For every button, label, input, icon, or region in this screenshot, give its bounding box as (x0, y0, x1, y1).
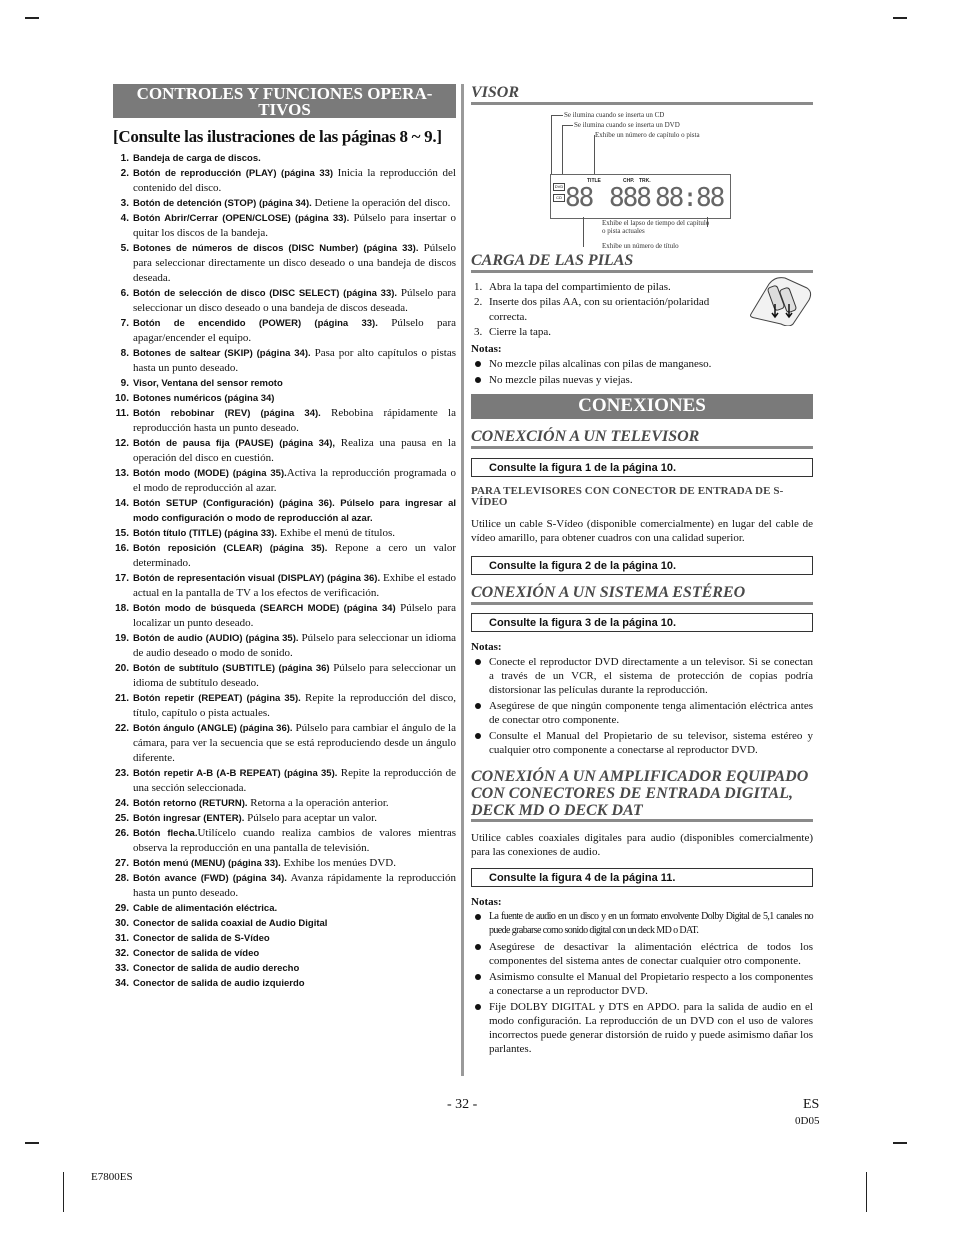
item-description: Púlselo para apagar/encender el equipo. (133, 317, 456, 344)
item-number: 13. (115, 468, 129, 479)
leader-line (594, 135, 595, 175)
item-number: 33. (115, 963, 129, 974)
battery-steps (471, 280, 731, 340)
list-item (113, 811, 456, 826)
crop-mark (893, 1142, 907, 1144)
item-number: 31. (115, 933, 129, 944)
item-label: Botón SETUP (Configuración) (página 36). Púlselo para ingresar al modo configuración o modo de reproducción al azar. (133, 498, 456, 524)
lcd-title-label: TITLE (587, 178, 601, 184)
item-label: Botón de representación visual (DISPLAY) (página 36). (133, 573, 381, 584)
item-label: Botón de subtítulo (SUBTITLE) (página 36) (133, 663, 330, 674)
item-description: Repite la reproducción de una sección seleccionada. (133, 767, 456, 794)
list-item (471, 280, 731, 295)
svideo-heading: PARA TELEVISORES CON CONECTOR DE ENTRADA DE S-VÍDEO (471, 485, 784, 508)
section-title-televisor: CONEXCIÓN A UN TELEVISOR (471, 428, 813, 449)
item-label: Botones numéricos (página 34) (133, 393, 275, 404)
item-label: Botón ingresar (ENTER). (133, 813, 245, 824)
item-description: Inicia la reproducción del contenido del disco. (133, 167, 456, 194)
item-description: Púlselo para seleccionar un disco deseado o una bandeja de discos deseada. (133, 287, 457, 314)
label-title-number: Exhibe un número de título (602, 242, 679, 250)
item-number: 14. (115, 498, 129, 509)
item-number: 8. (120, 348, 129, 359)
lcd-digits-time: 88:88 (655, 183, 724, 213)
list-item (113, 871, 456, 901)
list-item (113, 241, 456, 286)
bullet-icon (475, 703, 481, 709)
item-label: Botón retorno (RETURN). (133, 798, 248, 809)
item-label: Botón de audio (AUDIO) (página 35). (133, 633, 299, 644)
lcd-chp-label: CHP. (623, 178, 635, 184)
list-item (471, 1000, 813, 1056)
list-item (113, 916, 456, 931)
item-number: 27. (115, 858, 129, 869)
item-number: 16. (115, 543, 129, 554)
list-item (113, 496, 456, 526)
label-elapsed: Exhibe el lapso de tiempo del capítulo o pista actuales (602, 219, 710, 235)
section-title-estereo: CONEXIÓN A UN SISTEMA ESTÉREO (471, 584, 813, 605)
cd-indicator: CD (553, 194, 565, 202)
item-number: 2. (120, 168, 129, 179)
leader-line (562, 125, 563, 175)
page-number: - 32 - (447, 1097, 478, 1112)
item-number: 5. (120, 243, 129, 254)
item-description: Repone a cero un valor determinado. (133, 542, 456, 569)
list-item (471, 357, 813, 371)
item-description: Activa la reproducción programada o el modo de reproducción al azar. (133, 467, 456, 494)
item-label: Botón de selección de disco (DISC SELECT) (página 33). (133, 288, 398, 299)
item-label: Conector de salida de audio izquierdo (133, 978, 305, 989)
section-header-controles: CONTROLES Y FUNCIONES OPERA- TIVOS (113, 84, 456, 118)
item-label: Botón repetir (REPEAT) (página 35). (133, 693, 301, 704)
item-number: 17. (115, 573, 129, 584)
bullet-icon (475, 659, 481, 665)
list-item (113, 691, 456, 721)
list-item (113, 151, 456, 166)
item-label: Botón modo de búsqueda (SEARCH MODE) (página 34) (133, 603, 396, 614)
item-description: Exhibe el menú de títulos. (277, 527, 396, 539)
item-label: Botón rebobinar (REV) (página 34). (133, 408, 321, 419)
item-number: 6. (120, 288, 129, 299)
item-label: Conector de salida de S-Vídeo (133, 933, 270, 944)
figure-1-reference: Consulte la figura 1 de la página 10. (471, 458, 813, 477)
item-label: Botón de reproducción (PLAY) (página 33) (133, 168, 334, 179)
crop-mark (893, 17, 907, 19)
list-item (113, 166, 456, 196)
column-divider (461, 84, 464, 1076)
item-number: 30. (115, 918, 129, 929)
item-description: Púlselo para insertar o quitar los discos de la bandeja. (133, 212, 456, 239)
item-description: Púlselo para seleccionar directamente un disco deseado o una bandeja de discos deseada. (133, 242, 456, 284)
item-label: Botón repetir A-B (A-B REPEAT) (página 35). (133, 768, 338, 779)
list-item (471, 970, 813, 998)
crop-mark (866, 1172, 867, 1212)
item-label: Botón menú (MENU) (página 33). (133, 858, 281, 869)
item-description: Rebobina rápidamente la reproducción hasta un punto deseado. (133, 407, 456, 434)
step-text: Cierre la tapa. (489, 326, 551, 338)
note-text: No mezcle pilas nuevas y viejas. (489, 374, 633, 386)
item-number: 28. (115, 873, 129, 884)
item-number: 29. (115, 903, 129, 914)
crop-mark (63, 1172, 64, 1212)
list-item (471, 373, 813, 387)
connection-notes (471, 655, 813, 757)
bullet-icon (475, 377, 481, 383)
crop-mark (25, 17, 39, 19)
list-item (113, 601, 456, 631)
item-label: Conector de salida coaxial de Audio Digital (133, 918, 328, 929)
item-number: 4. (120, 213, 129, 224)
note-text: No mezcle pilas alcalinas con pilas de manganeso. (489, 358, 712, 370)
bullet-icon (475, 361, 481, 367)
bullet-icon (475, 944, 481, 950)
item-description: Utilícelo cuando realiza cambios de valores mientras observa la reproducción en una pantalla de televisión. (133, 827, 456, 854)
note-text: La fuente de audio en un disco y en un formato envolvente Dolby Digital de 5,1 canales no puede grabarse como sonido digital con un deck MD o DAT. (489, 911, 813, 936)
list-item (113, 571, 456, 601)
lcd-digits-chapter: 888 (609, 183, 650, 213)
note-text: Asimismo consulte el Manual del Propietario respecto a los componentes a conectarse a un reproductor DVD. (489, 971, 813, 997)
item-description: Púlselo para cambiar el ángulo de la cámara, para ver la secuencia que se está reproduciendo desde un ángulo diferente. (133, 722, 456, 764)
section-title-amplificador: CONEXIÓN A UN AMPLIFICADOR EQUIPADO CON CONECTORES DE ENTRADA DIGITAL, DECK MD O DECK DAT (471, 768, 813, 822)
item-description: Avanza rápidamente la reproducción hasta un punto deseado. (133, 872, 456, 899)
list-item (113, 901, 456, 916)
list-item (113, 946, 456, 961)
dvd-indicator: DVD (554, 184, 564, 189)
list-item (113, 766, 456, 796)
item-label: Botones de saltear (SKIP) (página 34). (133, 348, 311, 359)
battery-remote-illustration (745, 274, 813, 326)
item-number: 21. (115, 693, 129, 704)
list-item (113, 721, 456, 766)
section-title-visor: VISOR (471, 84, 813, 105)
list-item (471, 940, 813, 968)
item-description: Detiene la operación del disco. (311, 197, 451, 209)
item-label: Bandeja de carga de discos. (133, 153, 261, 164)
list-item (113, 466, 456, 496)
item-number: 26. (115, 828, 129, 839)
item-label: Botón de detención (STOP) (página 34). (133, 198, 312, 209)
item-number: 12. (115, 438, 129, 449)
item-label: Conector de salida de audio derecho (133, 963, 300, 974)
item-description: Púlselo para seleccionar un idioma de subtítulo deseado. (133, 662, 456, 689)
leader-line (583, 217, 584, 247)
item-label: Botón avance (FWD) (página 34). (133, 873, 287, 884)
item-label: Botón modo (MODE) (página 35). (133, 468, 287, 479)
section-title-pilas: CARGA DE LAS PILAS (471, 252, 813, 273)
amplifier-notes (471, 910, 813, 1056)
bullet-icon (475, 733, 481, 739)
figure-2-reference: Consulte la figura 2 de la página 10. (471, 556, 813, 575)
list-item (113, 376, 456, 391)
note-text: Asegúrese de que ningún componente tenga alimentación eléctrica antes de conectar otro componente. (489, 700, 813, 726)
item-number: 11. (115, 408, 129, 419)
lcd-trk-label: TRK. (639, 178, 651, 184)
item-label: Botones de números de discos (DISC Number) (página 33). (133, 243, 419, 254)
list-item (471, 295, 731, 325)
item-number: 18. (115, 603, 129, 614)
item-label: Botón título (TITLE) (página 33). (133, 528, 278, 539)
right-column (471, 84, 813, 1058)
crop-mark (25, 1142, 39, 1144)
notes-label: Notas: (471, 343, 502, 355)
document-code: 0D05 (795, 1115, 820, 1127)
list-item (113, 391, 456, 406)
svideo-text: Utilice un cable S-Vídeo (disponible comercialmente) en lugar del cable de vídeo amarillo, para obtener cuadros con una calidad superior. (471, 518, 813, 544)
notes-label: Notas: (471, 896, 502, 908)
figure-4-reference: Consulte la figura 4 de la página 11. (471, 868, 813, 887)
item-description: Exhibe los menúes DVD. (280, 857, 396, 869)
bullet-icon (475, 974, 481, 980)
list-item (113, 856, 456, 871)
list-item (113, 346, 456, 376)
leader-line (551, 115, 563, 116)
item-label: Cable de alimentación eléctrica. (133, 903, 278, 914)
list-item (471, 910, 813, 938)
list-item (471, 655, 813, 697)
item-label: Conector de salida de vídeo (133, 948, 260, 959)
item-number: 19. (115, 633, 129, 644)
label-dvd: Se ilumina cuando se inserta un DVD (574, 121, 680, 129)
leader-line (562, 125, 573, 126)
item-description: Repite la reproducción del disco, título, capítulo o pista actuales. (133, 692, 456, 719)
step-number: 1. (474, 281, 483, 293)
note-text: Consulte el Manual del Propietario de su televisor, sistema estéreo y cualquier otro componente a conectarse al reproductor DVD. (489, 730, 813, 756)
step-text: Inserte dos pilas AA, con su orientación/polaridad correcta. (489, 296, 710, 323)
list-item (471, 699, 813, 727)
item-description: Retorna a la operación anterior. (247, 797, 389, 809)
list-item (113, 526, 456, 541)
list-item (113, 196, 456, 211)
controls-list (113, 151, 456, 991)
item-number: 22. (115, 723, 129, 734)
bullet-icon (475, 914, 481, 920)
list-item (471, 325, 731, 340)
item-number: 3. (120, 198, 129, 209)
list-item (113, 631, 456, 661)
item-description: Púlselo para localizar un punto deseado. (133, 602, 457, 629)
list-item (113, 961, 456, 976)
step-number: 3. (474, 326, 483, 338)
figure-3-reference: Consulte la figura 3 de la página 10. (471, 613, 813, 632)
item-label: Botón ángulo (ANGLE) (página 36). (133, 723, 293, 734)
item-number: 24. (115, 798, 129, 809)
item-number: 20. (115, 663, 129, 674)
list-item (113, 931, 456, 946)
item-description: Púlselo para seleccionar un idioma de audio deseado o modo de sonido. (133, 632, 457, 659)
list-item (471, 729, 813, 757)
label-cd: Se ilumina cuando se inserta un CD (564, 111, 665, 119)
display-diagram (471, 105, 813, 250)
step-text: Abra la tapa del compartimiento de pilas. (489, 281, 671, 293)
item-number: 23. (115, 768, 129, 779)
item-label: Botón Abrir/Cerrar (OPEN/CLOSE) (página 33). (133, 213, 350, 224)
item-label: Botón de pausa fija (PAUSE) (página 34), (133, 438, 336, 449)
leader-line (551, 115, 552, 175)
item-label: Visor, Ventana del sensor remoto (133, 378, 283, 389)
item-description: Púlselo para aceptar un valor. (244, 812, 377, 824)
note-text: Asegúrese de desactivar la alimentación eléctrica de todos los componentes del sistema antes de conectar cualquier otro componente. (489, 941, 813, 967)
notes-label: Notas: (471, 641, 502, 653)
item-number: 34. (115, 978, 129, 989)
list-item (113, 406, 456, 436)
list-item (113, 796, 456, 811)
lcd-display (550, 174, 731, 219)
left-column (113, 84, 456, 991)
item-label: Botón reposición (CLEAR) (página 35). (133, 543, 328, 554)
step-number: 2. (474, 296, 483, 308)
note-text: Fije DOLBY DIGITAL y DTS en APDO. para la salida de audio en el modo configuración. La reproducción de un DVD con el uso de valores incorrectos puede generar distorsión de ruido y puede asimismo dañar los parlantes. (489, 1001, 813, 1055)
list-item (113, 316, 456, 346)
list-item (113, 286, 456, 316)
note-text: Conecte el reproductor DVD directamente a un televisor. Si se conectan a través de un VCR, el sistema de protección de copias podría distorsionar las películas durante la reproducción. (489, 656, 813, 696)
list-item (113, 976, 456, 991)
item-description: Pasa por alto capítulos o pistas hasta un punto deseado. (133, 347, 456, 374)
item-description: Realiza una pausa en la operación del disco en cuestión. (133, 437, 456, 464)
item-number: 10. (115, 393, 129, 404)
item-number: 15. (115, 528, 129, 539)
section-header-conexiones: CONEXIONES (471, 394, 813, 419)
item-number: 25. (115, 813, 129, 824)
illustration-reference: [Consulte las ilustraciones de las páginas 8 ~ 9.] (113, 127, 442, 146)
item-number: 9. (120, 378, 129, 389)
language-code: ES (803, 1097, 820, 1112)
lcd-digits-title: 88 (565, 183, 593, 213)
bullet-icon (475, 1004, 481, 1010)
list-item (113, 661, 456, 691)
list-item (113, 541, 456, 571)
item-description: Exhibe el estado actual en la pantalla de TV a los efectos de verificación. (133, 572, 456, 599)
item-number: 7. (120, 318, 129, 329)
item-number: 1. (120, 153, 129, 164)
label-chapter: Exhibe un número de capítulo o pista (595, 131, 700, 139)
list-item (113, 436, 456, 466)
model-number: E7800ES (91, 1171, 133, 1183)
list-item (113, 211, 456, 241)
list-item (113, 826, 456, 856)
amplifier-text: Utilice cables coaxiales digitales para audio (disponibles comercialmente) para las conexiones de audio. (471, 832, 813, 858)
pilas-block (471, 280, 813, 387)
item-label: Botón flecha. (133, 828, 198, 839)
item-label: Botón de encendido (POWER) (página 33). (133, 318, 378, 329)
battery-notes (471, 357, 813, 387)
item-number: 32. (115, 948, 129, 959)
